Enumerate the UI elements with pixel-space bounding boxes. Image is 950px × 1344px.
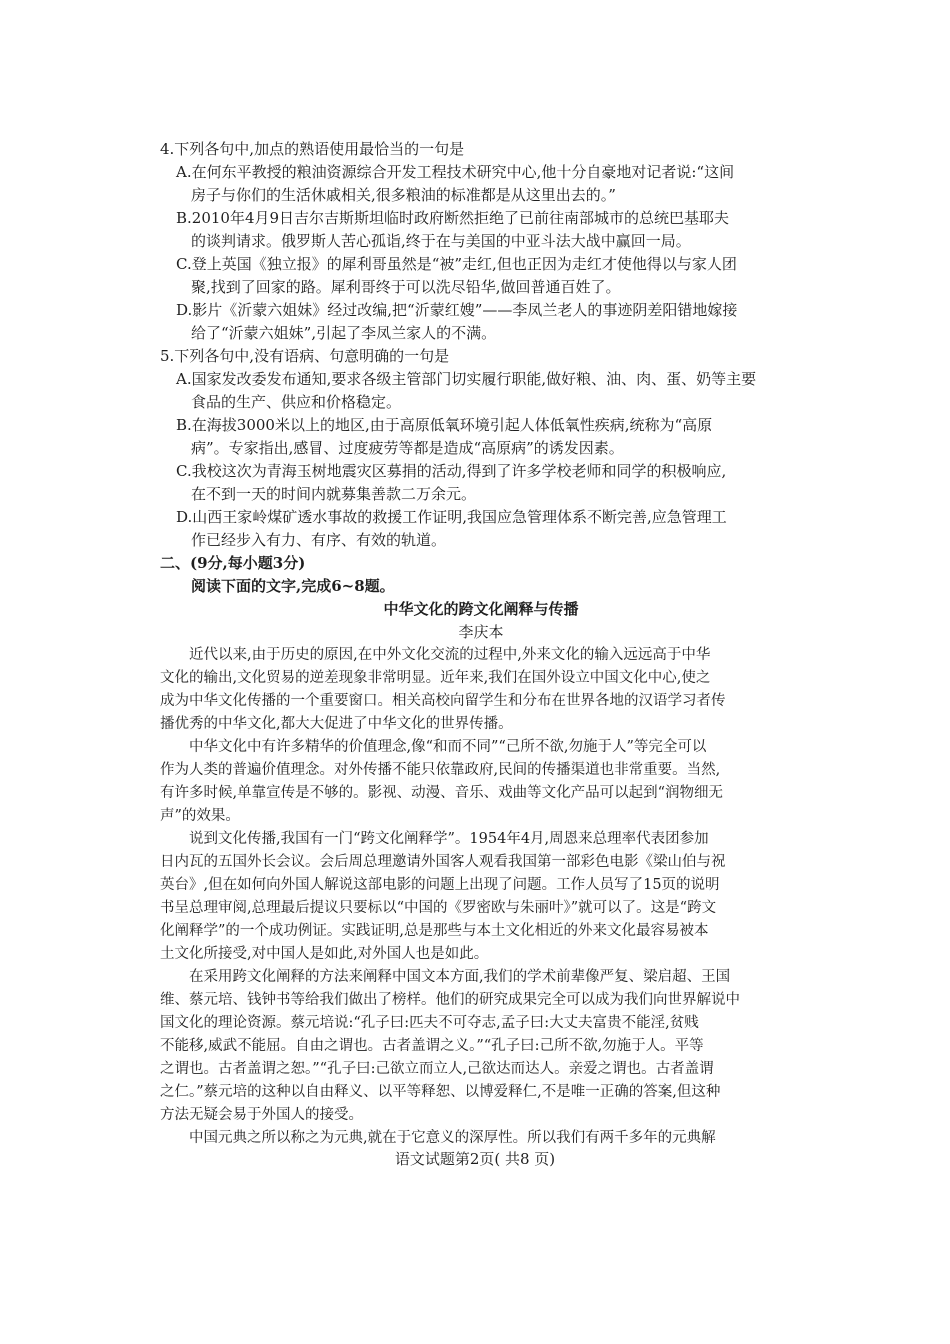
q5-option-a-line2: 食品的生产、供应和价格稳定。 <box>191 393 402 411</box>
page-footer: 语文试题第2页( 共8 页) <box>394 1150 556 1168</box>
q5-option-d-line1: D.山西王家岭煤矿透水事故的救援工作证明,我国应急管理体系不断完善,应急管理工 <box>176 508 727 526</box>
q5-option-c-line2: 在不到一天的时间内就募集善款二万余元。 <box>191 485 477 503</box>
paragraph-line: 在采用跨文化阐释的方法来阐释中国文本方面,我们的学术前辈像严复、梁启超、王国 <box>189 969 731 985</box>
q4-option-c-line1: C.登上英国《独立报》的犀利哥虽然是“被”走红,但也正因为走红才使他得以与家人团 <box>176 255 737 273</box>
q4-option-a-line1: A.在何东平教授的粮油资源综合开发工程技术研究中心,他十分自豪地对记者说:“这间 <box>176 163 735 181</box>
paragraph-line: 中华文化中有许多精华的价值理念,像“和而不同”“己所不欲,勿施于人”等完全可以 <box>189 739 707 755</box>
q5-option-b-line1: B.在海拔3000米以上的地区,由于高原低氧环境引起人体低氧性疾病,统称为“高原 <box>176 416 713 434</box>
q5-option-a-line1: A.国家发改委发布通知,要求各级主管部门切实履行职能,做好粮、油、肉、蛋、奶等主要 <box>176 370 757 388</box>
paragraph-line: 之仁。”蔡元培的这种以自由释义、以平等释恕、以博爱释仁,不是唯一正确的答案,但这种 <box>160 1084 721 1100</box>
paragraph-line: 播优秀的中华文化,都大大促进了中华文化的世界传播。 <box>160 716 513 732</box>
paragraph-line: 说到文化传播,我国有一门“跨文化阐释学”。1954年4月,周恩来总理率代表团参加 <box>189 831 709 847</box>
paragraph-line: 声”的效果。 <box>160 808 240 824</box>
section-2-instruction: 阅读下面的文字,完成6~8题。 <box>191 577 395 595</box>
paragraph-line: 作为人类的普遍价值理念。对外传播不能只依靠政府,民间的传播渠道也非常重要。当然, <box>160 762 721 778</box>
q4-option-b-line2: 的谈判请求。俄罗斯人苦心孤诣,终于在与美国的中亚斗法大战中赢回一局。 <box>191 232 691 250</box>
question-4-stem: 4.下列各句中,加点的熟语使用最恰当的一句是 <box>160 140 465 158</box>
paragraph-line: 不能移,威武不能屈。自由之谓也。古者盖谓之义。”“孔子曰:己所不欲,勿施于人。平等 <box>160 1038 704 1054</box>
paragraph-line: 文化的输出,文化贸易的逆差现象非常明显。近年来,我们在国外设立中国文化中心,使之 <box>160 670 711 686</box>
article-author: 李庆本 <box>458 623 504 641</box>
article-paragraph-1 <box>160 644 802 1150</box>
q4-option-b-line1: B.2010年4月9日吉尔吉斯斯坦临时政府断然拒绝了已前往南部城市的总统巴基耶夫 <box>176 209 730 227</box>
paragraph-line: 土文化所接受,对中国人是如此,对外国人也是如此。 <box>160 946 489 962</box>
paragraph-line: 有许多时候,单靠宣传是不够的。影视、动漫、音乐、戏曲等文化产品可以起到“润物细无 <box>160 785 724 801</box>
paragraph-line: 中国元典之所以称之为元典,就在于它意义的深厚性。所以我们有两千多年的元典解 <box>189 1130 716 1146</box>
q4-option-a-line2: 房子与你们的生活休戚相关,很多粮油的标准都是从这里出去的。” <box>191 186 616 204</box>
paragraph-line: 维、蔡元培、钱钟书等给我们做出了榜样。他们的研究成果完全可以成为我们向世界解说中 <box>160 992 740 1008</box>
paragraph-line: 之谓也。古者盖谓之恕。”“孔子曰:己欲立而立人,己欲达而达人。亲爱之谓也。古者盖谓 <box>160 1061 714 1077</box>
paragraph-line: 英台》,但在如何向外国人解说这部电影的问题上出现了问题。工作人员写了15页的说明 <box>160 877 720 893</box>
paragraph-line: 方法无疑会易于外国人的接受。 <box>160 1107 363 1123</box>
question-5 <box>160 345 802 552</box>
question-5-stem: 5.下列各句中,没有语病、句意明确的一句是 <box>160 347 450 365</box>
paragraph-line: 日内瓦的五国外长会议。会后周总理邀请外国客人观看我国第一部彩色电影《梁山伯与祝 <box>160 854 726 870</box>
paragraph-line: 近代以来,由于历史的原因,在中外文化交流的过程中,外来文化的输入远远高于中华 <box>189 647 711 663</box>
section-2 <box>160 552 802 644</box>
paragraph-line: 成为中华文化传播的一个重要窗口。相关高校向留学生和分布在世界各地的汉语学习者传 <box>160 693 726 709</box>
q4-option-d-line2: 给了“沂蒙六姐妹”,引起了李凤兰家人的不满。 <box>191 324 497 342</box>
paragraph-line: 国文化的理论资源。蔡元培说:“孔子曰:匹夫不可夺志,孟子曰:大丈夫富贵不能淫,贫贱 <box>160 1015 699 1031</box>
q4-option-c-line2: 聚,找到了回家的路。犀利哥终于可以洗尽铅华,做回普通百姓了。 <box>191 278 621 296</box>
q5-option-c-line1: C.我校这次为青海玉树地震灾区募捐的活动,得到了许多学校老师和同学的积极响应, <box>176 462 727 480</box>
q4-option-d-line1: D.影片《沂蒙六姐妹》经过改编,把“沂蒙红嫂”——李凤兰老人的事迹阴差阳错地嫁接 <box>176 301 738 319</box>
paragraph-line: 化阐释学”的一个成功例证。实践证明,总是那些与本土文化相近的外来文化最容易被本 <box>160 923 709 939</box>
q5-option-b-line2: 病”。专家指出,感冒、过度疲劳等都是造成“高原病”的诱发因素。 <box>191 439 624 457</box>
question-4 <box>160 138 802 345</box>
section-2-heading: 二、(9分,每小题3分) <box>160 554 306 572</box>
paragraph-line: 书呈总理审阅,总理最后提议只要标以“中国的《罗密欧与朱丽叶》”就可以了。这是“跨文 <box>160 900 717 916</box>
article-title: 中华文化的跨文化阐释与传播 <box>383 600 579 618</box>
q5-option-d-line2: 作已经步入有力、有序、有效的轨道。 <box>191 531 447 549</box>
